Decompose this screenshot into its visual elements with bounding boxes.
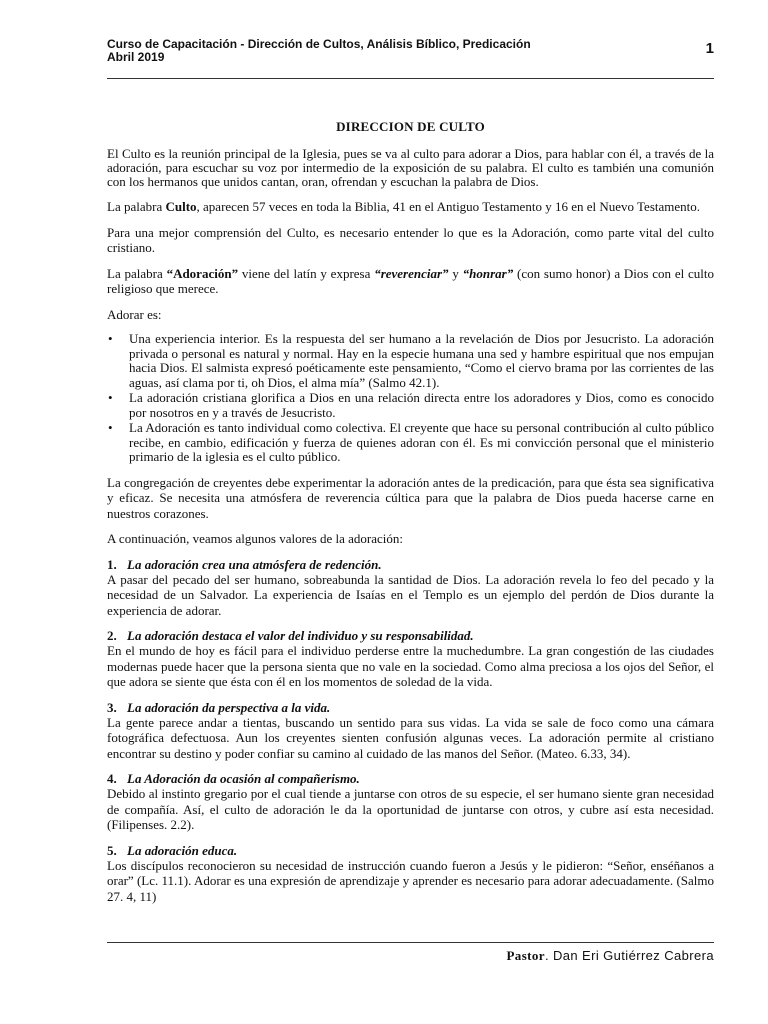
section-heading: 1. La adoración crea una atmósfera de redención. bbox=[107, 556, 382, 572]
bullet-item: • Una experiencia interior. Es la respuesta del ser humano a la revelación de Dios por Jesucristo. La adoración privada o personal es natural y normal. Hay en la especie humana una sed y hambre espiritual que nos empujan hacia Dios. El salmista expresó poéticamente este pensamiento, “Como el ciervo brama por las corrientes de las aguas, así clama por ti, oh Dios, el alma mía” (Salmo 42.1). bbox=[108, 331, 714, 390]
value-section bbox=[107, 771, 714, 833]
adorar-bullet-list bbox=[107, 332, 714, 465]
document-page bbox=[107, 38, 714, 914]
page-number: 1 bbox=[705, 40, 714, 57]
bullet-item: • La adoración cristiana glorifica a Dios en una relación directa entre los adoradores y Dios, como es conocido por nosotros en y a través de Jesucristo. bbox=[108, 390, 714, 420]
course-date: Abril 2019 bbox=[107, 50, 165, 64]
section-heading: 4. La Adoración da ocasión al compañerismo. bbox=[107, 771, 360, 786]
adoracion-paragraph: La palabra “Adoración” viene del latín y expresa “reverenciar” y “honrar” (con sumo honor) a Dios con el culto religioso que merece. bbox=[107, 265, 715, 296]
section-heading: 3. La adoración da perspectiva a la vida. bbox=[107, 699, 331, 715]
author-signature: Pastor. Dan Eri Gutiérrez Cabrera bbox=[506, 948, 714, 963]
value-section bbox=[107, 557, 714, 619]
bullet-icon: • bbox=[108, 420, 113, 435]
section-body: En el mundo de hoy es fácil para el individuo perderse entre la muchedumbre. La gran congestión de las ciudades modernas puede hacer que la persona sienta que no vale en la sociedad. Como alma preciosa a los ojos del Señor, el que adora se siente que ésta con él en los momentos de soledad de la vida. bbox=[107, 643, 714, 689]
section-body: Los discípulos reconocieron su necesidad de instrucción cuando fueron a Jesús y le pidieron: “Señor, enséñanos a orar” (Lc. 11.1). Adorar es una expresión de aprendizaje y aprender es necesario para adorar adecuadamente. (Salmo 27. 4, 11) bbox=[107, 857, 714, 904]
section-body: A pasar del pecado del ser humano, sobreabunda la santidad de Dios. La adoración revela lo feo del pecado y la necesidad de un Salvador. La experiencia de Isaías en el Templo es un ejemplo del perdón de Dios durante la experiencia de adorar. bbox=[107, 571, 714, 618]
value-section bbox=[107, 628, 714, 690]
section-heading: 5. La adoración educa. bbox=[107, 842, 238, 858]
section-body: Debido al instinto gregario por el cual tiende a juntarse con otros de su especie, el ser humano siente gran necesidad de compañía. Así, el culto de adoración le da la oportunidad de juntarse con otros, y cubre así esta necesidad. (Filipenses. 2.2). bbox=[107, 786, 714, 832]
section-heading: 2. La adoración destaca el valor del individuo y su responsabilidad. bbox=[107, 628, 474, 643]
value-section bbox=[107, 700, 714, 762]
bullet-item: • La Adoración es tanto individual como colectiva. El creyente que hace su personal contribución al culto público recibe, en cambio, edificación y fuerza de quienes adoran con él. Es mi convicción personal que el ministerio primario de la iglesia es el culto público. bbox=[108, 420, 714, 464]
section-body: La gente parece andar a tientas, buscando un sentido para sus vidas. La vida se sale de foco como una cámara fotográfica defectuosa. Aun los creyentes sienten confusión algunas veces. La adoración permite al cristiano encontrar su destino y poder confiar su camino al cuidado de las manos del Señor. (Mateo. 6.33, 34). bbox=[107, 714, 714, 761]
value-section bbox=[107, 843, 714, 905]
page-header bbox=[107, 38, 714, 79]
comprension-paragraph: Para una mejor comprensión del Culto, es necesario entender lo que es la Adoración, como parte vital del culto cristiano. bbox=[107, 224, 714, 255]
bullet-icon: • bbox=[108, 331, 113, 346]
intro-paragraph: El Culto es la reunión principal de la Iglesia, pues se va al culto para adorar a Dios, para hablar con él, a través de la adoración, para escuchar su voz por intermedio de la exposición de su palabra. El culto es también una comunión con los hermanos que unidos cantan, oran, ofrendan y escuchan la palabra de Dios. bbox=[107, 146, 714, 189]
congregacion-paragraph: La congregación de creyentes debe experimentar la adoración antes de la predicación, para que ésta sea significativa y eficaz. Se necesita una atmósfera de reverencia cúltica para que la palabra de Dios pueda hacerse carne en nuestros corazones. bbox=[107, 474, 714, 521]
document-title: DIRECCION DE CULTO bbox=[336, 119, 485, 134]
culto-paragraph: La palabra Culto, aparecen 57 veces en toda la Biblia, 41 en el Antiguo Testamento y 16 en el Nuevo Testamento. bbox=[107, 199, 701, 214]
adorar-es-label: Adorar es: bbox=[107, 306, 162, 322]
page-footer bbox=[107, 942, 714, 964]
continuacion-paragraph: A continuación, veamos algunos valores de la adoración: bbox=[107, 531, 404, 546]
bullet-icon: • bbox=[108, 390, 113, 405]
course-title: Curso de Capacitación - Dirección de Cultos, Análisis Bíblico, Predicación bbox=[107, 37, 531, 51]
